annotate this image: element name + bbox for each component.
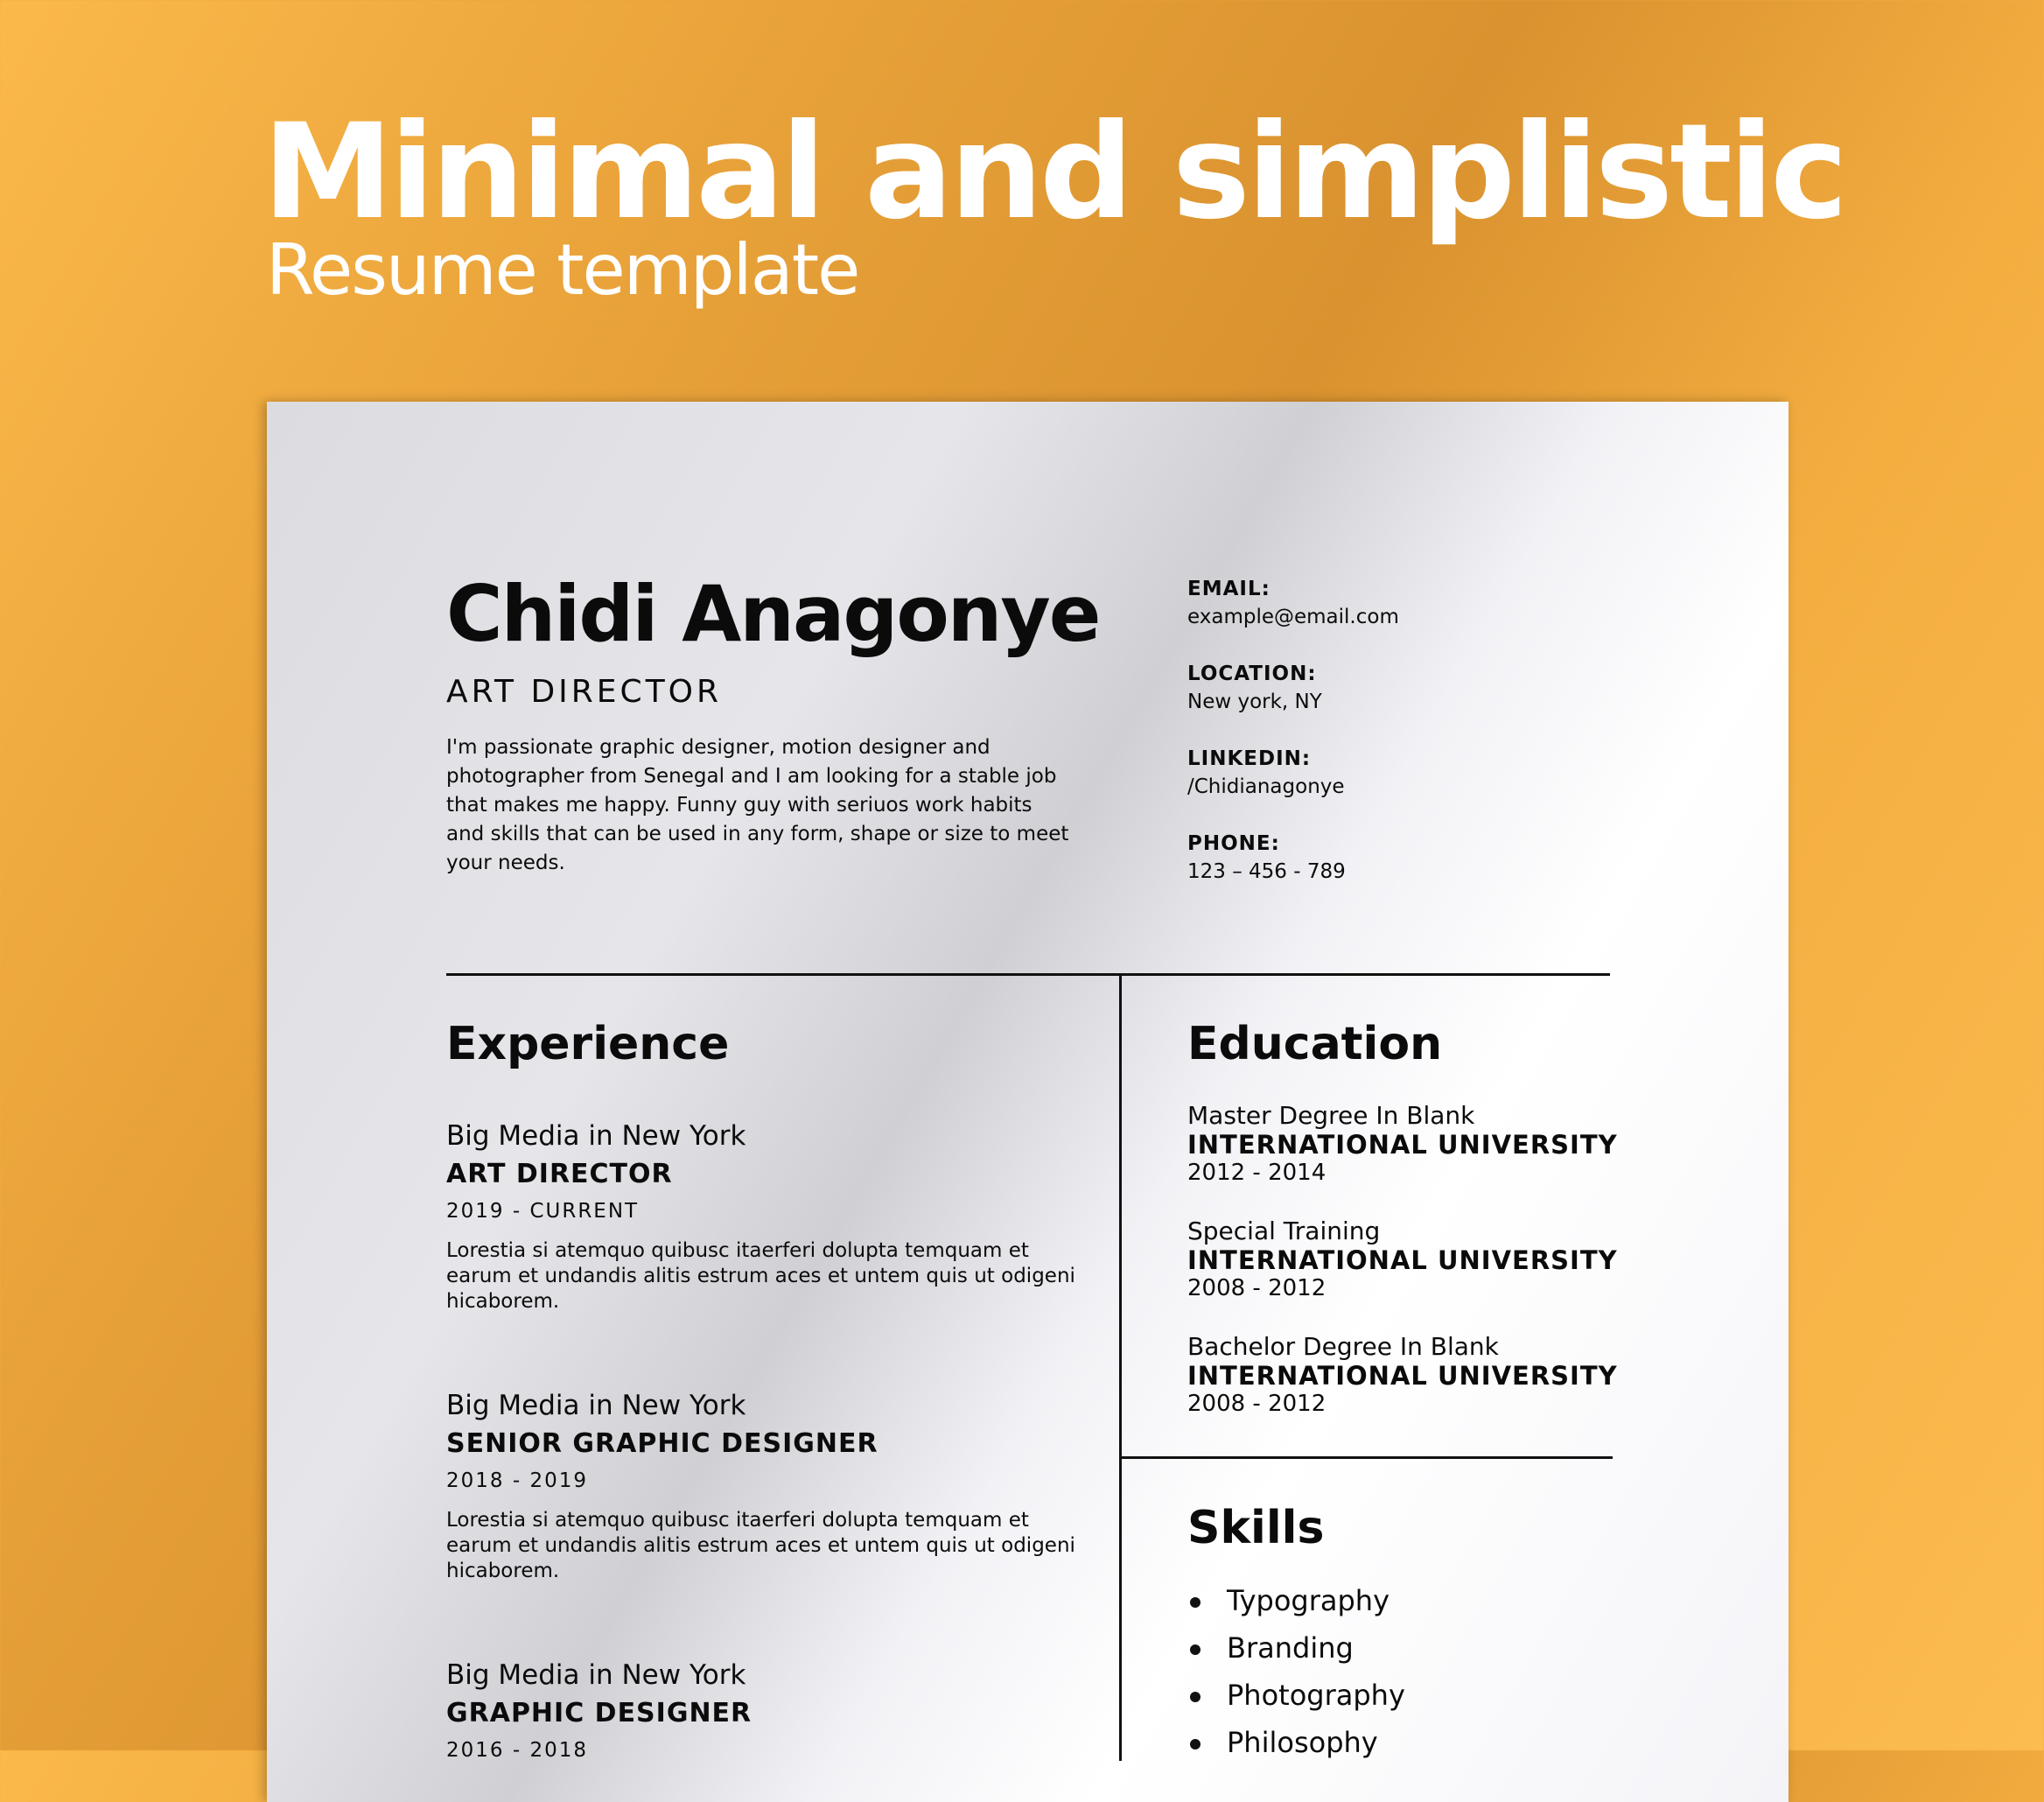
- years: 2008 - 2012: [1187, 1391, 1326, 1417]
- job-dates: 2018 - 2019: [446, 1469, 588, 1492]
- resume-role: ART DIRECTOR: [446, 674, 723, 710]
- bullet-icon: [1190, 1597, 1200, 1608]
- experience-heading: Experience: [446, 1018, 730, 1070]
- degree: Special Training: [1187, 1217, 1381, 1245]
- years: 2012 - 2014: [1187, 1160, 1326, 1186]
- degree: Master Degree In Blank: [1187, 1101, 1475, 1130]
- job-dates: 2019 - CURRENT: [446, 1200, 640, 1223]
- job-title: SENIOR GRAPHIC DESIGNER: [446, 1428, 878, 1459]
- skill-label: Philosophy: [1227, 1726, 1378, 1759]
- bullet-icon: [1190, 1739, 1200, 1749]
- skill-label: Typography: [1227, 1584, 1390, 1617]
- bullet-icon: [1190, 1692, 1200, 1702]
- contact-value: New york, NY: [1187, 691, 1322, 713]
- contact-value: /Chidianagonye: [1187, 775, 1345, 798]
- experience-item: [446, 1659, 1076, 1762]
- resume-bio: I'm passionate graphic designer, motion designer and photographer from Senegal and I am looking for a stable job that makes me happy. Funny guy with seriuos work habits and skills that can be used in any form, shape or size to meet your needs.: [446, 736, 1069, 874]
- contact-linkedin: [1187, 747, 1345, 798]
- school: INTERNATIONAL UNIVERSITY: [1187, 1130, 1618, 1160]
- contact-value: example@email.com: [1187, 606, 1399, 628]
- school: INTERNATIONAL UNIVERSITY: [1187, 1361, 1618, 1391]
- skill-label: Branding: [1227, 1631, 1354, 1665]
- skills-heading: Skills: [1187, 1502, 1325, 1554]
- contact-value: 123 – 456 - 789: [1187, 860, 1346, 883]
- job-description: Lorestia si atemquo quibusc itaerferi dolupta temquam et earum et undandis alitis estrum aces et untem quis ut odigeni hicaborem.: [446, 1239, 1075, 1313]
- contact-phone: [1187, 832, 1346, 883]
- company: Big Media in New York: [446, 1390, 746, 1421]
- education-heading: Education: [1187, 1018, 1443, 1070]
- skill-label: Photography: [1227, 1679, 1405, 1712]
- skill-item: [1190, 1631, 1354, 1665]
- school: INTERNATIONAL UNIVERSITY: [1187, 1245, 1618, 1275]
- job-dates: 2016 - 2018: [446, 1739, 588, 1762]
- job-description: Lorestia si atemquo quibusc itaerferi dolupta temquam et earum et undandis alitis estrum aces et untem quis ut odigeni hicaborem.: [446, 1509, 1075, 1582]
- experience-item: [446, 1120, 1076, 1315]
- contact-label: EMAIL:: [1187, 578, 1270, 600]
- contact-location: [1187, 663, 1322, 713]
- education-item: [1187, 1101, 1618, 1186]
- education-item: [1187, 1332, 1618, 1417]
- banner-title: Minimal and simplistic: [262, 96, 1845, 249]
- skill-item: [1190, 1726, 1378, 1759]
- skill-item: [1190, 1679, 1405, 1712]
- job-title: GRAPHIC DESIGNER: [446, 1698, 752, 1728]
- job-title: ART DIRECTOR: [446, 1159, 673, 1189]
- bullet-icon: [1190, 1644, 1200, 1655]
- resume-name: Chidi Anagonye: [446, 569, 1100, 659]
- company: Big Media in New York: [446, 1659, 746, 1691]
- banner-subtitle: Resume template: [266, 229, 859, 311]
- contact-label: PHONE:: [1187, 832, 1280, 855]
- divider-horizontal: [1119, 1456, 1613, 1459]
- company: Big Media in New York: [446, 1120, 746, 1152]
- divider-vertical: [1119, 973, 1122, 1761]
- divider-horizontal: [446, 973, 1610, 976]
- experience-item: [446, 1390, 1076, 1584]
- contact-label: LINKEDIN:: [1187, 747, 1312, 770]
- contact-label: LOCATION:: [1187, 663, 1317, 685]
- contact-email: [1187, 578, 1399, 628]
- degree: Bachelor Degree In Blank: [1187, 1332, 1499, 1361]
- years: 2008 - 2012: [1187, 1275, 1326, 1301]
- education-item: [1187, 1217, 1618, 1301]
- skill-item: [1190, 1584, 1390, 1617]
